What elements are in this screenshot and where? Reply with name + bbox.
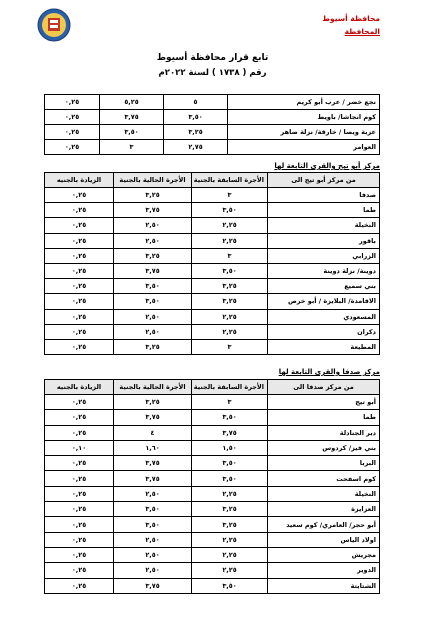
cell-increase: ٠,٢٥ [45,517,114,532]
cell-previous-fare: ٢,٢٥ [192,309,268,324]
cell-increase: ٠,٢٥ [45,140,100,155]
fare-table-continued-body [45,95,380,155]
cell-previous-fare: ٣,٥٠ [192,578,268,593]
cell-increase: ٠,٢٥ [45,279,114,294]
table-row [45,563,380,578]
decree-number: رقم ( ١٧٣٨ ) لسنة ٢٠٢٢م [158,68,267,78]
cell-destination: عزبة ويصا / خارقة/ نزلة ضاهر [228,125,380,140]
cell-current-fare: ٣,٥٠ [114,279,192,294]
table-row [45,125,380,140]
table-row [45,188,380,203]
cell-increase: ٠,٢٥ [45,339,114,354]
cell-previous-fare: ٣,٧٥ [192,425,268,440]
cell-current-fare: ٣,٥٠ [114,294,192,309]
cell-previous-fare: ٣ [192,248,268,263]
cell-previous-fare: ٢,٢٥ [192,563,268,578]
cell-current-fare: ٥,٢٥ [100,95,164,110]
cell-increase: ٠,٢٥ [45,547,114,562]
cell-current-fare: ٢,٥٠ [114,486,192,501]
cell-current-fare: ٣,٧٥ [100,110,164,125]
cell-destination: اولاد الياس [268,532,380,547]
table-row [45,395,380,410]
cell-current-fare: ٣,٢٥ [114,248,192,263]
fare-table-abu-tig-body [45,188,380,355]
cell-increase: ٠,٢٥ [45,425,114,440]
cell-destination: كوم اسفحت [268,471,380,486]
cell-destination: دكران [268,324,380,339]
cell-current-fare: ٣ [100,140,164,155]
cell-increase: ٠,٢٥ [45,125,100,140]
cell-previous-fare: ٢,٢٥ [192,218,268,233]
table-row [45,294,380,309]
cell-current-fare: ٣,٥٠ [114,502,192,517]
table-row [45,110,380,125]
cell-destination: طما [268,203,380,218]
cell-current-fare: ٣,٥٠ [100,125,164,140]
cell-current-fare: ٢,٥٠ [114,324,192,339]
cell-previous-fare: ٢,٢٥ [192,486,268,501]
cell-destination: الدوير [268,563,380,578]
table-row [45,140,380,155]
cell-increase: ٠,٢٥ [45,486,114,501]
cell-destination: العزايزة [268,502,380,517]
cell-destination: الزرابي [268,248,380,263]
cell-increase: ٠,٢٥ [45,309,114,324]
cell-current-fare: ٣,٢٥ [114,188,192,203]
fare-table-sadfa [44,379,380,594]
cell-increase: ٠,٢٥ [45,233,114,248]
cell-destination: صدفا [268,188,380,203]
cell-previous-fare: ٢,٢٥ [192,547,268,562]
table-row [45,578,380,593]
table-row [45,95,380,110]
cell-destination: بني فيز/ كردوس [268,440,380,455]
cell-destination: العوامر [228,140,380,155]
table-row [45,279,380,294]
cell-increase: ٠,٢٥ [45,95,100,110]
cell-current-fare: ٢,٥٠ [114,233,192,248]
cell-current-fare: ١,٦٠ [114,440,192,455]
cell-previous-fare: ٣,٥٠ [164,110,228,125]
governorate-header [322,12,380,38]
col-current-fare: الأجرة الحالية بالجنية [114,380,192,395]
cell-destination: البربا [268,456,380,471]
table-row [45,547,380,562]
cell-destination: النخيلة [268,218,380,233]
cell-current-fare: ٢,٥٠ [114,547,192,562]
cell-destination: المطيعة [268,339,380,354]
cell-increase: ٠,٢٥ [45,563,114,578]
cell-previous-fare: ٢,٧٥ [164,140,228,155]
cell-previous-fare: ٣,٥٠ [192,410,268,425]
table-row [45,410,380,425]
table-row [45,517,380,532]
cell-previous-fare: ٢,٢٥ [192,324,268,339]
cell-increase: ٠,٢٥ [45,578,114,593]
cell-previous-fare: ٣,٢٥ [164,125,228,140]
table-row [45,203,380,218]
cell-destination: النخيلة [268,486,380,501]
cell-current-fare: ٣,٧٥ [114,471,192,486]
section-heading-sadfa: مركز صدفا والقرى التابعة لها [278,368,380,376]
cell-destination: دير الجنادلة [268,425,380,440]
cell-current-fare: ٣,٧٥ [114,410,192,425]
cell-destination: أبو حجر/ العامري/ كوم سعيد [268,517,380,532]
cell-current-fare: ٣,٧٥ [114,203,192,218]
governorate-name: محافظة أسيوط [322,14,380,23]
cell-current-fare: ٣,٥٠ [114,517,192,532]
page-title: تابع قرار محافظة أسيوط [156,53,269,63]
cell-previous-fare: ٣,٥٠ [192,456,268,471]
cell-destination: دوينة/ نزلة دوينة [268,263,380,278]
cell-increase: ٠,٢٥ [45,532,114,547]
table-row [45,425,380,440]
cell-increase: ٠,٢٥ [45,294,114,309]
table-row [45,532,380,547]
cell-destination: المسعودي [268,309,380,324]
table-row [45,263,380,278]
cell-previous-fare: ٣,٥٠ [192,263,268,278]
governorate-subline: المحافظة [344,27,380,36]
cell-current-fare: ٣,٢٥ [114,339,192,354]
cell-previous-fare: ٣,٢٥ [192,502,268,517]
cell-destination: الاقامدة/ البلايزة / أبو خرص [268,294,380,309]
cell-current-fare: ٢,٥٠ [114,563,192,578]
col-previous-fare: الأجرة السابقة بالجنية [192,380,268,395]
cell-previous-fare: ٥ [164,95,228,110]
cell-previous-fare: ٣ [192,339,268,354]
table-row [45,248,380,263]
cell-current-fare: ٢,٥٠ [114,532,192,547]
cell-current-fare: ٣,٧٥ [114,456,192,471]
cell-current-fare: ٣,٧٥ [114,263,192,278]
table-row [45,309,380,324]
cell-increase: ٠,٢٥ [45,188,114,203]
cell-previous-fare: ٢,٢٥ [192,532,268,547]
cell-increase: ٠,٢٥ [45,471,114,486]
cell-previous-fare: ٣,٢٥ [192,294,268,309]
cell-increase: ٠,٢٥ [45,502,114,517]
governorate-logo [37,8,71,42]
table-row [45,218,380,233]
cell-destination: مجريش [268,547,380,562]
cell-increase: ٠,٢٥ [45,324,114,339]
col-previous-fare: الأجرة السابقة بالجنية [192,173,268,188]
cell-current-fare: ٢,٥٠ [114,218,192,233]
table-row [45,471,380,486]
cell-increase: ٠,٢٥ [45,218,114,233]
table-row [45,324,380,339]
col-current-fare: الأجرة الحالية بالجنية [114,173,192,188]
cell-previous-fare: ٣,٢٥ [192,279,268,294]
cell-previous-fare: ٣,٥٠ [192,203,268,218]
cell-previous-fare: ٣,٥٠ [192,471,268,486]
cell-destination: باقور [268,233,380,248]
cell-current-fare: ٢,٥٠ [114,309,192,324]
table-header-row [45,380,380,395]
cell-increase: ٠,٢٥ [45,395,114,410]
cell-previous-fare: ٣,٢٥ [192,517,268,532]
cell-increase: ٠,٢٥ [45,456,114,471]
table-row [45,440,380,455]
cell-previous-fare: ٣ [192,188,268,203]
table-row [45,486,380,501]
cell-current-fare: ٤ [114,425,192,440]
cell-increase: ٠,٢٥ [45,248,114,263]
cell-destination: أبو تيج [268,395,380,410]
cell-increase: ٠,٢٥ [45,203,114,218]
col-destination: من مركز أبو تيج الى [268,173,380,188]
fare-table-sadfa-body [45,395,380,594]
cell-destination: كوم انجاشا/ باويط [228,110,380,125]
cell-destination: طما [268,410,380,425]
cell-previous-fare: ٢,٢٥ [192,233,268,248]
fare-table-abu-tig [44,172,380,355]
cell-increase: ٠,٢٥ [45,410,114,425]
table-row [45,233,380,248]
cell-current-fare: ٣,٢٥ [114,395,192,410]
cell-previous-fare: ١,٥٠ [192,440,268,455]
table-row [45,456,380,471]
table-header-row [45,173,380,188]
cell-current-fare: ٣,٧٥ [114,578,192,593]
cell-increase: ٠,١٠ [45,440,114,455]
col-destination: من مركز صدفا الى [268,380,380,395]
table-row [45,339,380,354]
cell-destination: بني سميع [268,279,380,294]
section-heading-abu-tig: مركز أبو تيج والقرى التابعة لها [274,162,380,170]
table-row [45,502,380,517]
cell-previous-fare: ٣ [192,395,268,410]
cell-increase: ٠,٢٥ [45,110,100,125]
cell-destination: الشتايتة [268,578,380,593]
fare-table-continued [44,94,380,155]
col-increase: الزيادة بالجنيه [45,380,114,395]
col-increase: الزيادة بالجنيه [45,173,114,188]
cell-increase: ٠,٢٥ [45,263,114,278]
cell-destination: نجع خضر / عرب أبو كريم [228,95,380,110]
